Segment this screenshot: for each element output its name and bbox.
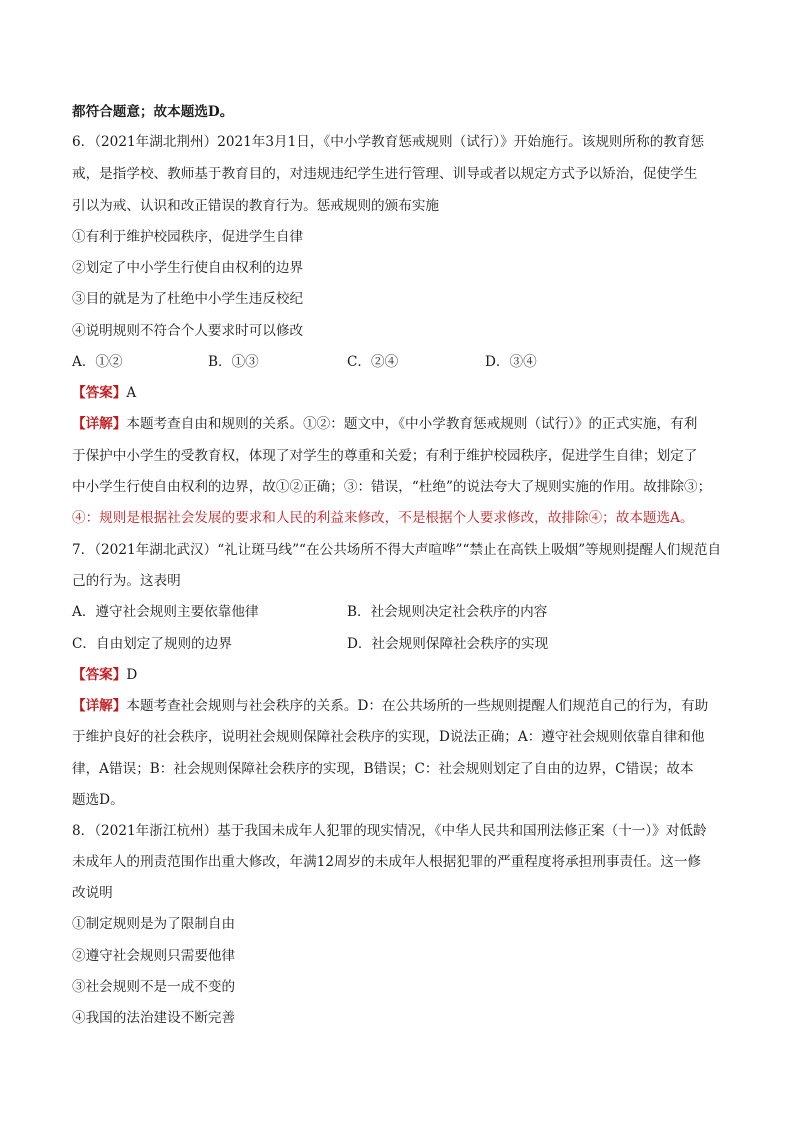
q6-stem-line-3: 引以为戒、认识和改正错误的教育行为。惩戒规则的颁布实施 <box>72 198 440 214</box>
q7-answer-line <box>72 665 722 685</box>
q6-explain-text-1: 本题考查自由和规则的关系。①②：题文中，《中小学教育惩戒规则（试行）》的正式实施，有利 <box>126 416 698 432</box>
q6-answer-tag: 【答案】 <box>72 385 127 401</box>
q6-option-d: D．③④ <box>485 354 537 370</box>
q7-option-b: B．社会规则决定社会秩序的内容 <box>347 604 548 620</box>
q8-item-1: ①制定规则是为了限制自由 <box>72 916 236 932</box>
q8-stem-line-1: 8．（2021年浙江杭州）基于我国未成年人犯罪的现实情况，《中华人民共和国刑法修正案（十一）》对低龄 <box>72 823 707 839</box>
q7-explain-line-1 <box>72 696 722 716</box>
q6-option-b: B．①③ <box>208 354 259 370</box>
q7-explain-line-3: 律，A错误；B：社会规则保障社会秩序的实现，B错误；C：社会规则划定了自由的边界，C错误；故本 <box>72 761 694 777</box>
q7-answer-tag: 【答案】 <box>72 667 127 683</box>
q7-option-d: D．社会规则保障社会秩序的实现 <box>347 636 549 652</box>
q6-answer-value: A <box>126 385 137 401</box>
q8-item-3: ③社会规则不是一成不变的 <box>72 979 236 995</box>
q8-item-2: ②遵守社会规则只需要他律 <box>72 948 236 964</box>
q7-explain-text-1: 本题考查社会规则与社会秩序的关系。D：在公共场所的一些规则提醒人们规范自己的行为，有助 <box>126 698 709 714</box>
q6-item-4: ④说明规则不符合个人要求时可以修改 <box>72 323 304 339</box>
q7-stem-line-2: 己的行为。这表明 <box>72 573 181 589</box>
q7-option-c: C．自由划定了规则的边界 <box>72 636 232 652</box>
q8-stem-line-2: 未成年人的刑责范围作出重大修改，年满12周岁的未成年人根据犯罪的严重程度将承担刑事责任。这一修 <box>72 854 702 870</box>
q6-item-3: ③目的就是为了杜绝中小学生违反校纪 <box>72 291 304 307</box>
q6-stem-line-2: 戒，是指学校、教师基于教育目的，对违规违纪学生进行管理、训导或者以规定方式予以矫治，促使学生 <box>72 166 698 182</box>
q6-item-1: ①有利于维护校园秩序，促进学生自律 <box>72 229 304 245</box>
q7-stem-line-1: 7．（2021年湖北武汉）“礼让斑马线”“在公共场所不得大声喧哗”“禁止在高铁上吸烟”等规则提醒人们规范自 <box>72 542 722 558</box>
q8-stem-line-3: 改说明 <box>72 885 113 901</box>
q7-explain-line-4: 题选D。 <box>72 792 124 808</box>
q6-explain-line-1 <box>72 414 722 434</box>
q7-answer-value: D <box>126 667 138 683</box>
q6-item-2: ②划定了中小学生行使自由权利的边界 <box>72 260 304 276</box>
q6-answer-line <box>72 383 722 403</box>
q6-explain-line-2: 于保护中小学生的受教育权，体现了对学生的尊重和关爱；有利于维护校园秩序，促进学生自律；划定了 <box>72 448 698 464</box>
q6-explain-tag: 【详解】 <box>72 416 127 432</box>
q6-stem-line-1: 6．（2021年湖北荆州）2021年3月1日，《中小学教育惩戒规则（试行）》开始施行。该规则所称的教育惩 <box>72 134 705 150</box>
q6-explain-line-4-highlight: ④：规则是根据社会发展的要求和人民的利益来修改，不是根据个人要求修改，故排除④；故本题选A。 <box>72 510 694 526</box>
q7-option-a: A．遵守社会规则主要依靠他律 <box>72 604 259 620</box>
q6-option-a: A．①② <box>72 354 123 370</box>
q8-item-4: ④我国的法治建设不断完善 <box>72 1010 236 1026</box>
q7-explain-line-2: 于维护良好的社会秩序，说明社会规则保障社会秩序的实现，D说法正确；A：遵守社会规则依靠自律和他 <box>72 729 705 745</box>
q5-answer-tail: 都符合题意；故本题选D。 <box>72 104 234 120</box>
q6-option-c: C．②④ <box>347 354 399 370</box>
q7-explain-tag: 【详解】 <box>72 698 127 714</box>
q6-explain-line-3: 中小学生行使自由权利的边界，故①②正确；③：错误，“杜绝”的说法夸大了规则实施的作用。故排除③； <box>72 479 712 495</box>
